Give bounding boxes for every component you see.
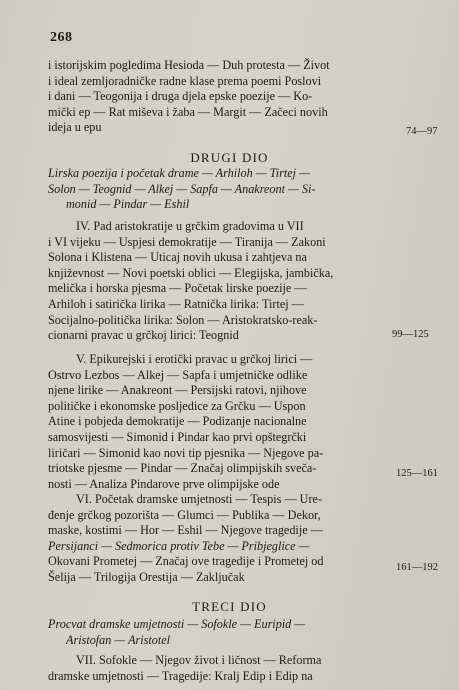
- toc-entry-continuation: [48, 58, 410, 136]
- subtitle-line: Solon — Teognid — Alkej — Sapfa — Anakreont — Si-: [48, 181, 316, 196]
- toc-entry-chapter-6: [48, 492, 410, 586]
- toc-entry-chapter-4: [48, 219, 410, 344]
- toc-line: Šelija — Trilogija Orestija — Zaključak: [48, 569, 245, 584]
- subtitle-line: Aristofan — Aristotel: [66, 632, 171, 647]
- toc-line: V. Epikurejski i erotički pravac u grčkoj lirici —: [76, 352, 313, 366]
- toc-line: i ideal zemljoradničke radne klase prema poemi Poslovi: [48, 73, 322, 88]
- toc-line: Okovani Prometej — Značaj ove tragedije i Prometej od: [48, 554, 324, 569]
- toc-line: i VI vijeku — Uspjesi demokratije — Tiranija — Zakoni: [48, 234, 326, 249]
- subtitle-line: Lirska poezija i početak drame — Arhiloh — Tirtej —: [48, 166, 310, 180]
- toc-line: Persijanci — Sedmorica protiv Tebe — Pribjeglice —: [48, 538, 310, 553]
- part-subtitle: [48, 166, 420, 213]
- toc-line: Ostrvo Lezbos — Alkej — Sapfa i umjetničke odlike: [48, 367, 308, 382]
- toc-line: đenje grčkog pozorišta — Glumci — Publika — Dekor,: [48, 507, 321, 522]
- toc-line: Arhiloh i satirička lirika — Ratnička lirika: Tirtej —: [48, 296, 304, 311]
- toc-line: i istorijskim pogledima Hesioda — Duh protesta — Život: [48, 58, 330, 72]
- toc-line: VI. Početak dramske umjetnosti — Tespis — Ure-: [76, 492, 323, 506]
- toc-line: ideja u epu: [48, 120, 102, 135]
- part-heading: DRUGI DIO: [190, 150, 269, 165]
- subtitle-line: monid — Pindar — Eshil: [66, 197, 190, 212]
- toc-line: liričari — Simonid kao novi tip pjesnika — Njegove pa-: [48, 445, 324, 460]
- toc-line: triotske pjesme — Pindar — Značaj olimpijskih sveča-: [48, 461, 317, 476]
- toc-line: samosvijesti — Simonid i Pindar kao prvi opštegrčki: [48, 429, 307, 444]
- toc-line: nosti — Analiza Pindarove prve olimpijske ode: [48, 476, 280, 491]
- page-range: 99—125: [392, 329, 429, 340]
- toc-line: melička i horska pjesma — Početak lirske poezije —: [48, 281, 307, 296]
- part-heading: TRECI DIO: [192, 599, 267, 614]
- page-number: 268: [50, 30, 73, 45]
- toc-line: cionarni pravac u grčkoj lirici: Teognid: [48, 328, 239, 343]
- toc-line: Atine i pobjeda demokratije — Podizanje nacionalne: [48, 414, 307, 429]
- page-range: 125—161: [396, 468, 438, 479]
- part-subtitle: [48, 617, 420, 648]
- toc-line: Solona i Klistena — Uticaj novih ukusa i zahtjeva na: [48, 250, 307, 265]
- toc-line: IV. Pad aristokratije u grčkim gradovima u VII: [76, 219, 304, 233]
- page-range: 74—97: [406, 126, 438, 137]
- page-range: 161—192: [396, 562, 438, 573]
- toc-line: maske, kostimi — Hor — Eshil — Njegove tragedije —: [48, 523, 323, 538]
- toc-line: političke i ekonomske posljedice za Grčku — Uspon: [48, 398, 306, 413]
- toc-entry-chapter-5: [48, 352, 410, 492]
- toc-line: književnost — Novi poetski oblici — Elegijska, jambička,: [48, 265, 334, 280]
- toc-line: mički ep — Rat miševa i žaba — Margit — Začeci novih: [48, 104, 328, 119]
- toc-line: njene lirike — Anakreont — Persijski ratovi, njihove: [48, 383, 307, 398]
- toc-line: VII. Sofokle — Njegov život i ličnost — Reforma: [76, 653, 322, 667]
- toc-line: dramske umjetnosti — Tragedije: Kralj Edip i Edip na: [48, 668, 313, 683]
- toc-line: i dani — Teogonija i druga djela epske poezije — Ko-: [48, 89, 313, 104]
- toc-entry-chapter-7: [48, 653, 410, 684]
- subtitle-line: Procvat dramske umjetnosti — Sofokle — Euripid —: [48, 617, 306, 631]
- toc-line: Socijalno-politička lirika: Solon — Aristokratsko-reak-: [48, 312, 318, 327]
